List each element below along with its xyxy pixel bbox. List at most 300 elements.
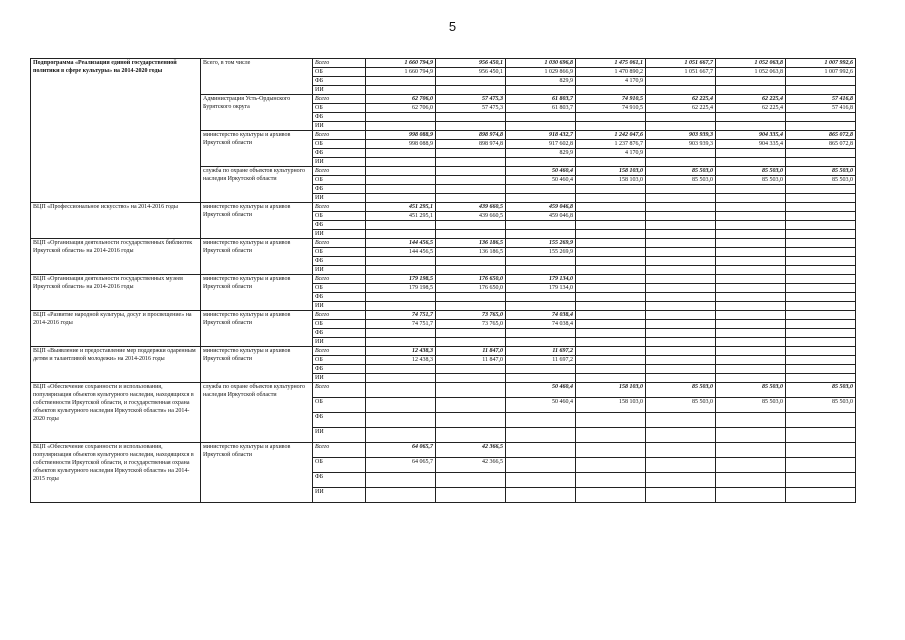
amount-cell: 12 438,3 — [366, 347, 436, 356]
amount-cell — [436, 383, 506, 398]
amount-cell — [786, 77, 856, 86]
program-name: Подпрограмма «Реализация единой государственной политики в сфере культуры» на 2014-2020 годы — [31, 59, 201, 203]
amount-cell — [366, 167, 436, 176]
funding-source: Всего — [313, 95, 366, 104]
executor-name: министерство культуры и архивов Иркутской области — [201, 239, 313, 275]
funding-source: ИИ — [313, 122, 366, 131]
amount-cell — [576, 194, 646, 203]
amount-cell — [646, 275, 716, 284]
amount-cell — [366, 293, 436, 302]
amount-cell — [436, 293, 506, 302]
amount-cell — [716, 284, 786, 293]
funding-source: ОБ — [313, 398, 366, 413]
funding-source: Всего — [313, 383, 366, 398]
amount-cell — [576, 239, 646, 248]
amount-cell: 1 242 047,6 — [576, 131, 646, 140]
funding-source: ИИ — [313, 374, 366, 383]
amount-cell: 144 456,5 — [366, 248, 436, 257]
amount-cell — [366, 185, 436, 194]
amount-cell — [716, 77, 786, 86]
table-row — [31, 275, 856, 284]
amount-cell — [576, 203, 646, 212]
page-number: 5 — [448, 19, 457, 34]
table-row — [31, 383, 856, 398]
amount-cell — [576, 488, 646, 503]
amount-cell — [646, 473, 716, 488]
funding-source: ФБ — [313, 221, 366, 230]
amount-cell — [366, 383, 436, 398]
amount-cell — [576, 275, 646, 284]
amount-cell — [506, 158, 576, 167]
amount-cell — [436, 488, 506, 503]
funding-source: ОБ — [313, 104, 366, 113]
funding-source: ОБ — [313, 320, 366, 329]
amount-cell: 85 503,0 — [786, 176, 856, 185]
amount-cell: 158 103,0 — [576, 383, 646, 398]
amount-cell — [646, 374, 716, 383]
amount-cell: 865 072,8 — [786, 131, 856, 140]
amount-cell: 85 503,0 — [786, 167, 856, 176]
amount-cell — [646, 194, 716, 203]
funding-source: ИИ — [313, 302, 366, 311]
amount-cell — [646, 149, 716, 158]
amount-cell — [716, 248, 786, 257]
amount-cell — [366, 86, 436, 95]
amount-cell — [366, 488, 436, 503]
funding-source: ИИ — [313, 194, 366, 203]
amount-cell — [646, 239, 716, 248]
amount-cell: 1 660 794,9 — [366, 59, 436, 68]
amount-cell — [786, 302, 856, 311]
amount-cell — [716, 311, 786, 320]
amount-cell — [646, 338, 716, 347]
funding-source: ФБ — [313, 365, 366, 374]
amount-cell — [366, 365, 436, 374]
amount-cell: 136 186,5 — [436, 239, 506, 248]
amount-cell: 998 088,9 — [366, 131, 436, 140]
amount-cell — [716, 203, 786, 212]
amount-cell — [506, 266, 576, 275]
amount-cell — [576, 443, 646, 458]
amount-cell: 11 697,2 — [506, 356, 576, 365]
amount-cell: 451 295,1 — [366, 203, 436, 212]
amount-cell: 62 225,4 — [646, 104, 716, 113]
amount-cell — [716, 338, 786, 347]
amount-cell — [716, 86, 786, 95]
funding-source: ИИ — [313, 488, 366, 503]
amount-cell — [786, 338, 856, 347]
amount-cell — [646, 284, 716, 293]
amount-cell — [646, 458, 716, 473]
funding-source: ФБ — [313, 473, 366, 488]
amount-cell — [716, 329, 786, 338]
amount-cell — [646, 221, 716, 230]
amount-cell — [436, 122, 506, 131]
funding-source: ОБ — [313, 458, 366, 473]
funding-source: Всего — [313, 347, 366, 356]
program-name: ВЦП «Обеспечение сохранности и использования, популяризация объектов культурного наследия, находящихся в собственности Иркутской области, и государственная охрана объектов культурного наследия Иркутской области» на 2014-2015 годы — [31, 443, 201, 503]
amount-cell — [716, 275, 786, 284]
amount-cell: 898 974,8 — [436, 140, 506, 149]
amount-cell — [786, 311, 856, 320]
amount-cell — [716, 212, 786, 221]
amount-cell — [436, 194, 506, 203]
amount-cell — [576, 122, 646, 131]
amount-cell — [436, 221, 506, 230]
funding-source: Всего — [313, 59, 366, 68]
amount-cell — [436, 257, 506, 266]
amount-cell — [436, 329, 506, 338]
amount-cell — [506, 413, 576, 428]
amount-cell: 50 460,4 — [506, 176, 576, 185]
funding-source: ФБ — [313, 257, 366, 266]
amount-cell — [716, 356, 786, 365]
amount-cell — [716, 365, 786, 374]
amount-cell — [366, 338, 436, 347]
amount-cell — [786, 221, 856, 230]
amount-cell — [436, 302, 506, 311]
amount-cell: 74 910,5 — [576, 95, 646, 104]
amount-cell — [506, 374, 576, 383]
amount-cell — [576, 158, 646, 167]
amount-cell — [506, 221, 576, 230]
amount-cell — [646, 347, 716, 356]
amount-cell — [786, 257, 856, 266]
amount-cell: 4 170,9 — [576, 149, 646, 158]
funding-source: ИИ — [313, 230, 366, 239]
amount-cell — [786, 230, 856, 239]
amount-cell — [366, 176, 436, 185]
amount-cell: 136 186,5 — [436, 248, 506, 257]
amount-cell — [786, 428, 856, 443]
amount-cell — [366, 473, 436, 488]
funding-source: Всего — [313, 131, 366, 140]
amount-cell — [436, 167, 506, 176]
amount-cell: 176 650,0 — [436, 275, 506, 284]
amount-cell: 1 051 667,7 — [646, 59, 716, 68]
amount-cell: 158 103,0 — [576, 398, 646, 413]
amount-cell: 11 847,0 — [436, 356, 506, 365]
amount-cell — [786, 293, 856, 302]
amount-cell — [716, 221, 786, 230]
amount-cell: 12 438,3 — [366, 356, 436, 365]
funding-source: ОБ — [313, 356, 366, 365]
table-row — [31, 311, 856, 320]
funding-source: ОБ — [313, 68, 366, 77]
program-name: ВЦП «Обеспечение сохранности и использования, популяризация объектов культурного наследия, находящихся в собственности Иркутской области, и государственная охрана объектов культурного наследия Иркутской области» на 2014-2020 годы — [31, 383, 201, 443]
amount-cell: 73 765,0 — [436, 320, 506, 329]
amount-cell: 158 103,0 — [576, 167, 646, 176]
amount-cell: 74 751,7 — [366, 311, 436, 320]
amount-cell — [786, 113, 856, 122]
amount-cell — [646, 302, 716, 311]
amount-cell — [436, 413, 506, 428]
funding-source: Всего — [313, 239, 366, 248]
amount-cell — [646, 257, 716, 266]
amount-cell — [436, 473, 506, 488]
amount-cell — [646, 230, 716, 239]
amount-cell: 57 416,8 — [786, 95, 856, 104]
amount-cell — [506, 329, 576, 338]
amount-cell — [716, 194, 786, 203]
amount-cell: 451 295,1 — [366, 212, 436, 221]
amount-cell — [576, 311, 646, 320]
amount-cell: 85 503,0 — [646, 167, 716, 176]
funding-source: ИИ — [313, 86, 366, 95]
funding-source: ИИ — [313, 158, 366, 167]
amount-cell — [436, 338, 506, 347]
amount-cell: 57 475,3 — [436, 95, 506, 104]
amount-cell — [506, 473, 576, 488]
amount-cell: 57 416,8 — [786, 104, 856, 113]
amount-cell — [786, 473, 856, 488]
amount-cell: 62 225,4 — [646, 95, 716, 104]
amount-cell — [506, 230, 576, 239]
amount-cell — [786, 347, 856, 356]
amount-cell — [646, 203, 716, 212]
amount-cell — [646, 428, 716, 443]
funding-source: ОБ — [313, 140, 366, 149]
amount-cell — [576, 185, 646, 194]
amount-cell — [786, 320, 856, 329]
amount-cell — [716, 473, 786, 488]
funding-source: ФБ — [313, 413, 366, 428]
amount-cell: 74 751,7 — [366, 320, 436, 329]
amount-cell — [576, 230, 646, 239]
amount-cell: 1 052 063,8 — [716, 59, 786, 68]
funding-source: ИИ — [313, 428, 366, 443]
amount-cell — [646, 293, 716, 302]
amount-cell — [506, 443, 576, 458]
amount-cell: 898 974,8 — [436, 131, 506, 140]
amount-cell — [576, 428, 646, 443]
amount-cell — [576, 365, 646, 374]
amount-cell: 956 450,1 — [436, 68, 506, 77]
amount-cell — [646, 311, 716, 320]
amount-cell: 459 046,8 — [506, 212, 576, 221]
amount-cell — [436, 398, 506, 413]
amount-cell: 62 706,0 — [366, 95, 436, 104]
table-row — [31, 443, 856, 458]
amount-cell — [786, 356, 856, 365]
amount-cell: 1 029 866,9 — [506, 68, 576, 77]
amount-cell — [506, 428, 576, 443]
amount-cell — [786, 488, 856, 503]
amount-cell — [506, 122, 576, 131]
amount-cell — [576, 374, 646, 383]
amount-cell: 829,9 — [506, 77, 576, 86]
amount-cell — [786, 149, 856, 158]
amount-cell: 1 030 696,8 — [506, 59, 576, 68]
amount-cell — [436, 113, 506, 122]
amount-cell — [506, 302, 576, 311]
amount-cell — [506, 113, 576, 122]
table-row — [31, 239, 856, 248]
amount-cell — [786, 239, 856, 248]
program-name: ВЦП «Выявление и предоставление мер поддержки одаренным детям и талантливой молодежи» на 2014-2016 годы — [31, 347, 201, 383]
amount-cell — [366, 194, 436, 203]
amount-cell — [366, 113, 436, 122]
amount-cell — [576, 413, 646, 428]
amount-cell — [786, 284, 856, 293]
amount-cell — [436, 158, 506, 167]
amount-cell: 85 503,0 — [716, 398, 786, 413]
amount-cell: 85 503,0 — [786, 383, 856, 398]
amount-cell: 904 335,4 — [716, 140, 786, 149]
amount-cell: 439 660,5 — [436, 203, 506, 212]
amount-cell: 61 803,7 — [506, 104, 576, 113]
funding-source: ФБ — [313, 149, 366, 158]
executor-name: министерство культуры и архивов Иркутской области — [201, 275, 313, 311]
amount-cell — [576, 221, 646, 230]
funding-source: ИИ — [313, 338, 366, 347]
amount-cell — [716, 230, 786, 239]
amount-cell: 155 269,9 — [506, 248, 576, 257]
amount-cell — [576, 266, 646, 275]
amount-cell — [436, 77, 506, 86]
amount-cell — [646, 122, 716, 131]
amount-cell — [786, 158, 856, 167]
amount-cell — [576, 473, 646, 488]
amount-cell — [716, 488, 786, 503]
amount-cell: 73 765,0 — [436, 311, 506, 320]
program-name: ВЦП «Организация деятельности государственных музеев Иркутской области» на 2014-2016 годы — [31, 275, 201, 311]
amount-cell: 158 103,0 — [576, 176, 646, 185]
amount-cell — [786, 413, 856, 428]
amount-cell — [786, 185, 856, 194]
amount-cell — [506, 338, 576, 347]
amount-cell — [576, 113, 646, 122]
amount-cell: 179 198,5 — [366, 275, 436, 284]
funding-source: ФБ — [313, 293, 366, 302]
amount-cell: 50 460,4 — [506, 383, 576, 398]
amount-cell: 998 088,9 — [366, 140, 436, 149]
amount-cell — [366, 77, 436, 86]
amount-cell — [576, 338, 646, 347]
amount-cell — [716, 413, 786, 428]
amount-cell: 179 198,5 — [366, 284, 436, 293]
amount-cell: 904 335,4 — [716, 131, 786, 140]
amount-cell — [576, 329, 646, 338]
amount-cell: 11 847,0 — [436, 347, 506, 356]
amount-cell: 829,9 — [506, 149, 576, 158]
amount-cell: 179 134,0 — [506, 284, 576, 293]
amount-cell — [576, 257, 646, 266]
amount-cell: 85 503,0 — [716, 167, 786, 176]
amount-cell — [786, 458, 856, 473]
amount-cell — [646, 443, 716, 458]
amount-cell: 62 706,0 — [366, 104, 436, 113]
amount-cell — [366, 158, 436, 167]
funding-source: ОБ — [313, 248, 366, 257]
funding-source: ФБ — [313, 185, 366, 194]
program-name: ВЦП «Развитие народной культуры, досуг и просвещение» на 2014-2016 годы — [31, 311, 201, 347]
amount-cell: 179 134,0 — [506, 275, 576, 284]
amount-cell: 42 366,5 — [436, 443, 506, 458]
amount-cell — [646, 113, 716, 122]
amount-cell — [646, 365, 716, 374]
executor-name: Администрация Усть-Ордынского Бурятского округа — [201, 95, 313, 131]
amount-cell: 4 170,9 — [576, 77, 646, 86]
amount-cell — [716, 185, 786, 194]
amount-cell — [646, 212, 716, 221]
funding-source: Всего — [313, 275, 366, 284]
amount-cell — [716, 257, 786, 266]
amount-cell — [716, 374, 786, 383]
amount-cell — [786, 374, 856, 383]
amount-cell: 64 065,7 — [366, 458, 436, 473]
amount-cell — [716, 302, 786, 311]
amount-cell — [576, 302, 646, 311]
amount-cell — [646, 413, 716, 428]
funding-source: ОБ — [313, 212, 366, 221]
amount-cell — [366, 398, 436, 413]
amount-cell: 918 432,7 — [506, 131, 576, 140]
amount-cell — [786, 275, 856, 284]
amount-cell — [716, 158, 786, 167]
executor-name: министерство культуры и архивов Иркутской области — [201, 443, 313, 503]
program-name: ВЦП «Организация деятельности государственных библиотек Иркутской области» на 2014-2016 годы — [31, 239, 201, 275]
funding-source: Всего — [313, 443, 366, 458]
amount-cell: 1 475 061,1 — [576, 59, 646, 68]
amount-cell — [366, 374, 436, 383]
funding-source: ОБ — [313, 284, 366, 293]
amount-cell — [646, 488, 716, 503]
amount-cell — [436, 176, 506, 185]
amount-cell — [506, 194, 576, 203]
amount-cell: 85 503,0 — [646, 176, 716, 185]
amount-cell — [576, 458, 646, 473]
amount-cell — [366, 302, 436, 311]
amount-cell: 1 051 667,7 — [646, 68, 716, 77]
amount-cell — [366, 266, 436, 275]
amount-cell — [786, 194, 856, 203]
amount-cell — [786, 86, 856, 95]
executor-name: Всего, в том числе — [201, 59, 313, 95]
amount-cell — [716, 443, 786, 458]
amount-cell: 1 007 992,6 — [786, 68, 856, 77]
amount-cell — [646, 329, 716, 338]
amount-cell — [576, 86, 646, 95]
amount-cell — [646, 356, 716, 365]
amount-cell — [436, 86, 506, 95]
amount-cell: 61 803,7 — [506, 95, 576, 104]
amount-cell: 85 503,0 — [786, 398, 856, 413]
amount-cell — [646, 77, 716, 86]
amount-cell: 64 065,7 — [366, 443, 436, 458]
amount-cell: 439 660,5 — [436, 212, 506, 221]
amount-cell — [716, 149, 786, 158]
amount-cell: 62 225,4 — [716, 104, 786, 113]
amount-cell: 917 602,8 — [506, 140, 576, 149]
amount-cell: 956 450,1 — [436, 59, 506, 68]
amount-cell: 1 470 890,2 — [576, 68, 646, 77]
amount-cell — [506, 458, 576, 473]
amount-cell: 155 269,9 — [506, 239, 576, 248]
amount-cell — [436, 185, 506, 194]
amount-cell: 459 046,8 — [506, 203, 576, 212]
amount-cell: 1 660 794,9 — [366, 68, 436, 77]
amount-cell — [786, 122, 856, 131]
amount-cell — [716, 293, 786, 302]
amount-cell — [506, 293, 576, 302]
amount-cell — [436, 428, 506, 443]
amount-cell — [366, 428, 436, 443]
table-row — [31, 347, 856, 356]
amount-cell — [436, 149, 506, 158]
amount-cell: 865 072,8 — [786, 140, 856, 149]
amount-cell — [576, 356, 646, 365]
